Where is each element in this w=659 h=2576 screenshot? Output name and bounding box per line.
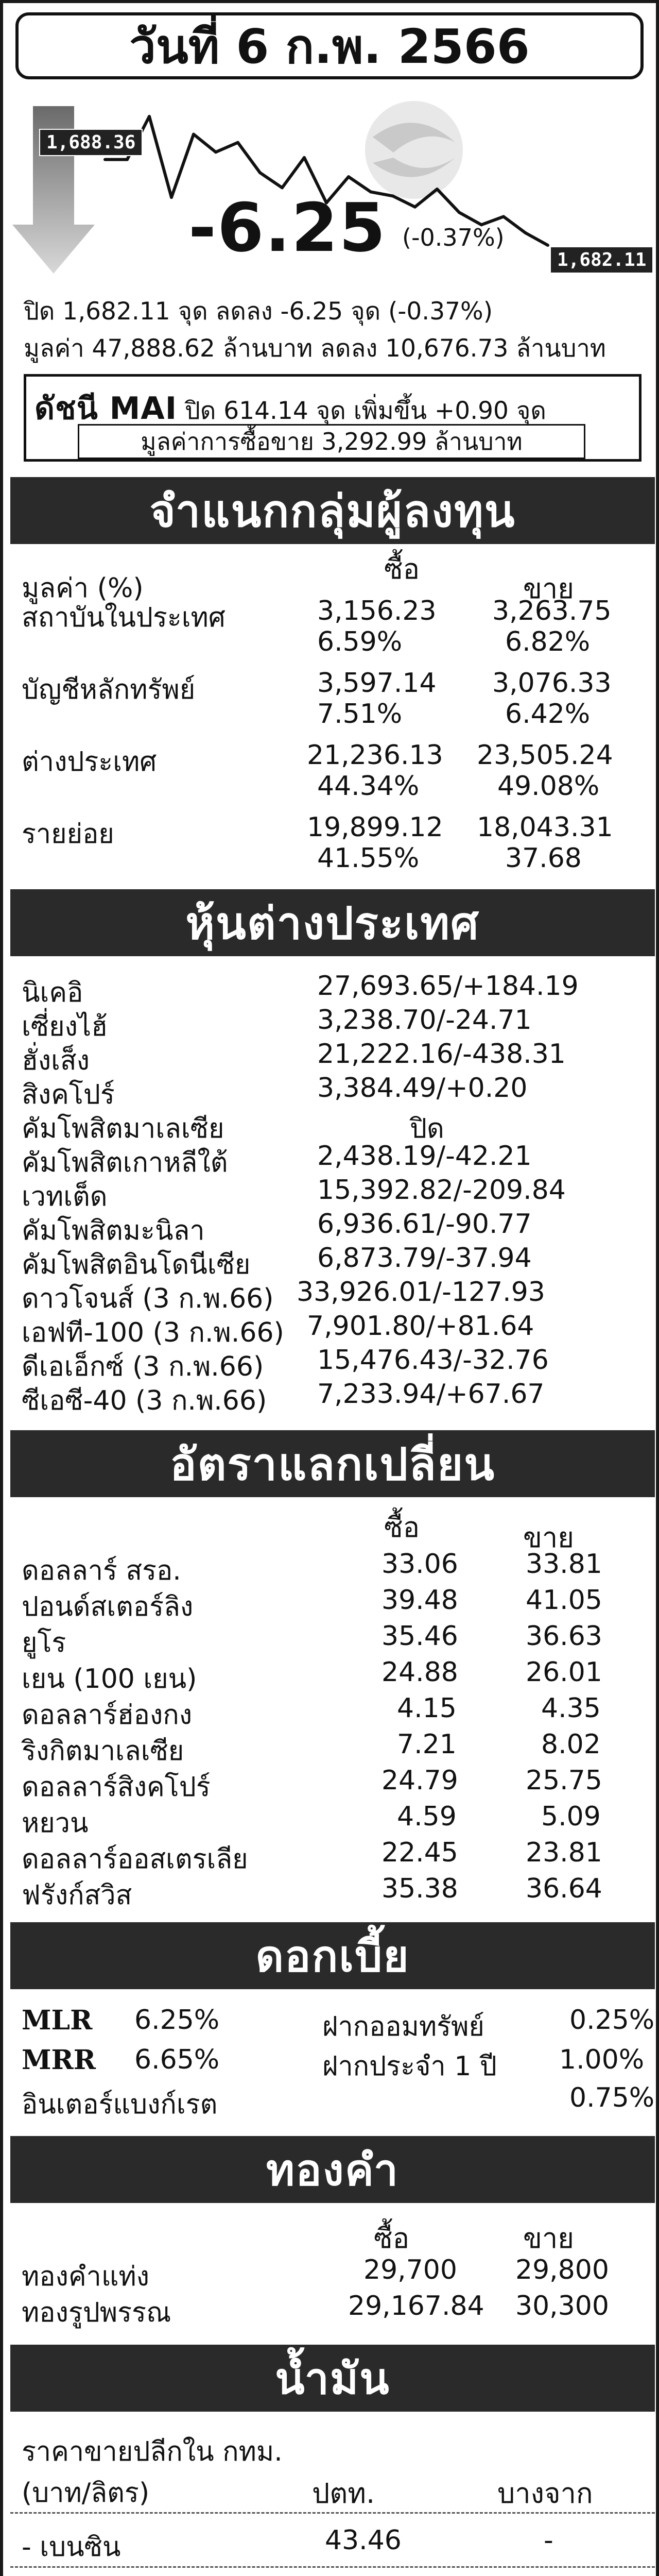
oil-divider: [10, 2512, 655, 2514]
set-index-point: [502, 215, 505, 218]
mlr-label: MLR: [22, 2005, 93, 2036]
oil-product-name: - เบนซิน: [22, 2532, 121, 2563]
mrr-value: 6.65%: [134, 2044, 220, 2075]
exchange-sell-header: ขาย: [523, 1521, 574, 1554]
set-index-point: [192, 133, 195, 136]
exchange-section-title: อัตราแลกเปลี่ยน: [169, 1438, 496, 1490]
savings-label: ฝากออมทรัพย์: [322, 2011, 484, 2042]
gold-buy-header: ซื้อ: [374, 2222, 410, 2255]
oil-caption: ราคาขายปลีกใน กทม.: [22, 2436, 283, 2467]
currency-sell: 41.05: [526, 1585, 602, 1616]
investor-row-name: บัญชีหลักทรัพย์: [22, 674, 196, 705]
currency-buy: 33.06: [381, 1549, 458, 1580]
investor-row-sell-pct: 6.42%: [505, 699, 591, 730]
foreign-stock-name: คัมโพสิตมะนิลา: [22, 1215, 205, 1246]
investor-row-sell: 3,076.33: [492, 668, 612, 699]
currency-buy: 22.45: [381, 1837, 458, 1868]
set-index-point: [458, 211, 461, 214]
fixed-deposit-value: 1.00%: [559, 2044, 645, 2075]
foreign-stock-name: เวทเต็ด: [22, 1181, 108, 1212]
oil-col-bangchak: บางจาก: [497, 2477, 593, 2510]
foreign-stock-value: 3,384.49/+0.20: [317, 1073, 528, 1104]
set-value-line: มูลค่า 47,888.62 ล้านบาท ลดลง 10,676.73 ล้านบาท: [24, 334, 606, 363]
currency-buy: 7.21: [397, 1729, 457, 1760]
foreign-stock-name: เซี่ยงไฮ้: [22, 1011, 108, 1042]
foreign-stock-value: 7,233.94/+67.67: [317, 1379, 545, 1410]
investor-row-sell: 18,043.31: [477, 812, 613, 843]
foreign-stocks-section-header: [10, 889, 655, 956]
set-index-point: [524, 231, 527, 234]
investor-row-sell-pct: 37.68: [505, 843, 582, 874]
foreign-stock-name: คัมโพสิตมาเลเซีย: [22, 1113, 224, 1144]
currency-name: ดอลลาร์สิงคโปร์: [22, 1772, 211, 1803]
currency-name: ดอลลาร์ออสเตรเลีย: [22, 1844, 248, 1875]
currency-name: ริงกิตมาเลเซีย: [22, 1736, 184, 1767]
interest-section-title: ดอกเบี้ย: [255, 1931, 410, 1981]
gold-item-name: ทองรูปพรรณ: [22, 2297, 171, 2328]
set-index-point: [546, 244, 549, 247]
foreign-stock-value: ปิด: [410, 1113, 444, 1144]
currency-name: เยน (100 เยน): [22, 1664, 197, 1694]
currency-buy: 24.79: [381, 1765, 458, 1796]
investor-row-sell-pct: 49.08%: [497, 771, 600, 802]
gold-item-buy: 29,167.84: [348, 2291, 484, 2321]
gold-section-header: [10, 2136, 655, 2203]
set-change-percent: (-0.37%): [402, 224, 505, 251]
investor-sell-header: ขาย: [523, 572, 574, 605]
set-index-point: [303, 156, 306, 159]
date-banner: [15, 12, 644, 79]
mai-index-box: [24, 374, 641, 462]
foreign-stock-name: ดาวโจนส์ (3 ก.พ.66): [22, 1283, 274, 1314]
set-index-point: [413, 206, 417, 209]
investor-row-buy-pct: 44.34%: [317, 771, 420, 802]
currency-buy: 39.48: [381, 1585, 458, 1616]
currency-buy: 4.15: [397, 1693, 457, 1724]
currency-buy: 24.88: [381, 1657, 458, 1688]
foreign-stock-name: ฮั่งเส็ง: [22, 1045, 90, 1076]
investor-section-header: [10, 477, 655, 544]
foreign-stock-value: 7,901.80/+81.64: [307, 1311, 534, 1342]
set-index-point: [347, 175, 350, 178]
oil-unit-caption: (บาท/ลิตร): [22, 2478, 150, 2509]
fixed-deposit-label: ฝากประจำ 1 ปี: [322, 2051, 497, 2082]
interbank-value: 0.75%: [569, 2082, 655, 2113]
investor-buy-header: ซื้อ: [384, 553, 420, 585]
end-value-tag: 1,682.11: [550, 246, 653, 274]
interest-section-header: [10, 1922, 655, 1989]
foreign-stock-value: 3,238.70/-24.71: [317, 1005, 532, 1036]
foreign-stock-value: 6,873.79/-37.94: [317, 1243, 532, 1274]
gold-item-sell: 29,800: [515, 2255, 609, 2285]
foreign-stock-name: สิงคโปร์: [22, 1079, 115, 1110]
currency-buy: 35.46: [381, 1621, 458, 1652]
oil-price-ptt: 43.46: [325, 2525, 402, 2556]
gold-item-sell: 30,300: [515, 2291, 609, 2321]
foreign-stock-value: 33,926.01/-127.93: [297, 1277, 545, 1308]
currency-name: หยวน: [22, 1808, 89, 1839]
foreign-stock-value: 2,438.19/-42.21: [317, 1141, 532, 1172]
mai-close-text: ปิด 614.14 จุด เพิ่มขึ้น +0.90 จุด: [177, 397, 546, 425]
date-text: วันที่ 6 ก.พ. 2566: [129, 19, 530, 74]
currency-name: ปอนด์สเตอร์ลิง: [22, 1591, 194, 1622]
foreign-stock-value: 6,936.61/-90.77: [317, 1209, 532, 1240]
currency-name: ฟรังก์สวิส: [22, 1880, 132, 1911]
investor-row-buy-pct: 7.51%: [317, 699, 403, 730]
foreign-stock-name: นิเคอิ: [22, 977, 83, 1008]
savings-value: 0.25%: [569, 2005, 655, 2036]
investor-row-name: ต่างประเทศ: [22, 747, 157, 777]
investor-row-buy: 3,597.14: [317, 668, 437, 699]
currency-sell: 4.35: [541, 1693, 601, 1724]
foreign-stock-value: 21,222.16/-438.31: [317, 1039, 566, 1070]
set-index-point: [126, 158, 129, 161]
gold-section-title: ทองคำ: [266, 2145, 400, 2195]
investor-row-name: รายย่อย: [22, 819, 114, 850]
foreign-stock-name: คัมโพสิตเกาหลีใต้: [22, 1147, 228, 1178]
set-close-line: ปิด 1,682.11 จุด ลดลง -6.25 จุด (-0.37%): [24, 297, 493, 326]
investor-row-buy: 21,236.13: [307, 740, 443, 771]
investor-row-buy-pct: 6.59%: [317, 626, 403, 657]
exchange-section-header: [10, 1430, 655, 1497]
set-index-point: [170, 196, 173, 199]
investor-row-buy: 3,156.23: [317, 596, 437, 626]
investor-row-sell-pct: 6.82%: [505, 626, 591, 657]
currency-sell: 36.63: [526, 1621, 602, 1652]
currency-sell: 8.02: [541, 1729, 601, 1760]
currency-buy: 4.59: [397, 1801, 457, 1832]
foreign-stock-name: เอฟที-100 (3 ก.พ.66): [22, 1317, 284, 1348]
oil-price-bangchak: -: [544, 2525, 553, 2556]
oil-section-title: น้ำมัน: [275, 2353, 390, 2404]
foreign-stock-value: 15,392.82/-209.84: [317, 1175, 566, 1206]
foreign-stock-value: 27,693.65/+184.19: [317, 971, 579, 1002]
gold-item-name: ทองคำแท่ง: [22, 2261, 150, 2292]
mai-value-row: มูลค่าการซื้อขาย 3,292.99 ล้านบาท: [78, 424, 585, 459]
mai-title: ดัชนี MAI: [34, 391, 178, 427]
investor-row-name: สถาบันในประเทศ: [22, 602, 226, 633]
investor-row-buy: 19,899.12: [307, 812, 443, 843]
set-index-point: [436, 188, 439, 191]
investor-row-sell: 3,263.75: [492, 596, 612, 626]
set-index-point: [214, 150, 217, 154]
currency-buy: 35.38: [381, 1873, 458, 1904]
set-index-point: [391, 194, 394, 197]
foreign-stock-name: ซีเอซี-40 (3 ก.พ.66): [22, 1385, 267, 1416]
set-index-point: [258, 171, 262, 174]
gold-sell-header: ขาย: [523, 2222, 574, 2255]
set-index-point: [236, 141, 239, 144]
oil-col-ptt: ปตท.: [312, 2477, 375, 2510]
set-index-point: [103, 158, 107, 161]
mlr-value: 6.25%: [134, 2005, 220, 2036]
exchange-buy-header: ซื้อ: [384, 1511, 420, 1544]
currency-sell: 26.01: [526, 1657, 602, 1688]
watermark-logo-icon: [365, 101, 463, 199]
foreign-stock-name: คัมโพสิตอินโดนีเซีย: [22, 1249, 251, 1280]
currency-name: ยูโร: [22, 1628, 66, 1658]
currency-sell: 33.81: [526, 1549, 602, 1580]
investor-row-buy-pct: 41.55%: [317, 843, 420, 874]
mrr-label: MRR: [22, 2044, 96, 2076]
oil-section-header: [10, 2345, 655, 2412]
investor-unit-label: มูลค่า (%): [22, 573, 144, 604]
oil-divider: [10, 2566, 655, 2568]
set-index-point: [148, 115, 151, 118]
foreign-stock-value: 15,476.43/-32.76: [317, 1345, 549, 1376]
investor-section-title: จำแนกกลุ่มผู้ลงทุน: [149, 485, 516, 537]
gold-item-buy: 29,700: [363, 2255, 457, 2285]
currency-sell: 5.09: [541, 1801, 601, 1832]
currency-sell: 23.81: [526, 1837, 602, 1868]
investor-row-sell: 23,505.24: [477, 740, 613, 771]
currency-sell: 36.64: [526, 1873, 602, 1904]
foreign-stock-name: ดีเอเอ็กซ์ (3 ก.พ.66): [22, 1351, 264, 1382]
interbank-label: อินเตอร์แบงก์เรต: [22, 2089, 218, 2120]
currency-name: ดอลลาร์ฮ่องกง: [22, 1700, 193, 1731]
start-value-tag: 1,688.36: [39, 129, 143, 156]
currency-sell: 25.75: [526, 1765, 602, 1796]
foreign-stocks-section-title: หุ้นต่างประเทศ: [185, 897, 480, 950]
set-change-value: -6.25: [188, 189, 387, 267]
currency-name: ดอลลาร์ สรอ.: [22, 1555, 181, 1586]
